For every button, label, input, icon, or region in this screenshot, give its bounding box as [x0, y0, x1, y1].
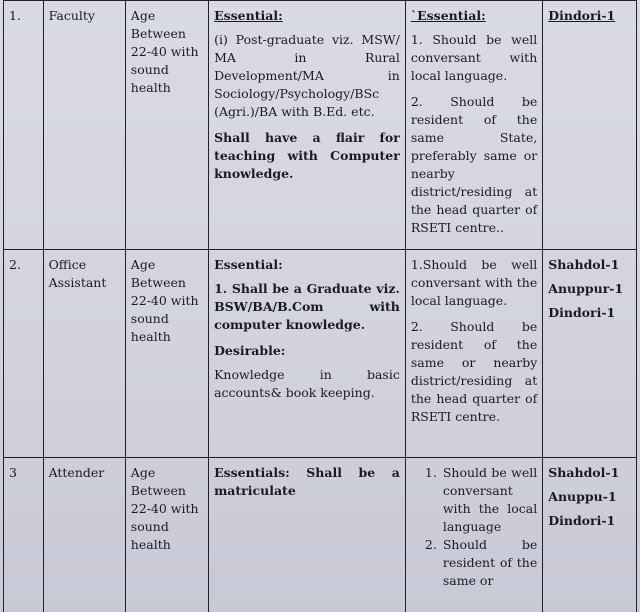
location-label: Dindori-1	[548, 513, 616, 528]
experience-cell	[405, 458, 542, 612]
qualification-text: 1. Shall be a Graduate viz. BSW/BA/B.Com with computer knowledge.	[214, 281, 400, 332]
age-criteria: Age Between 22-40 with sound health	[125, 1, 208, 250]
location-label: Shahdol-1	[548, 257, 620, 272]
table-row	[4, 250, 637, 458]
location-cell	[543, 458, 637, 612]
list-number: 2.	[424, 537, 437, 552]
post-name: Faculty	[43, 1, 125, 250]
qualification-cell	[209, 1, 406, 250]
list-number: 1.	[424, 465, 437, 480]
qualification-cell	[209, 458, 406, 612]
list-item	[411, 464, 537, 536]
experience-text: 2. Should be resident of the same State, preferably same or nearby district/residing at the head quarter of RSETI centre..	[410, 94, 538, 235]
experience-cell	[405, 250, 542, 458]
serial-number: 2.	[4, 250, 44, 458]
experience-text: 2. Should be resident of the same or nearby district/residing at the head quarter of RSETI centre.	[410, 319, 538, 424]
qualification-text: Shall have a flair for teaching with Computer knowledge.	[214, 130, 400, 181]
age-criteria: Age Between 22-40 with sound health	[125, 250, 208, 458]
experience-list	[411, 464, 537, 590]
qualification-text: (i) Post-graduate viz. MSW/ MA in Rural Development/MA in Sociology/Psychology/BSc (Agri.)/BA with B.Ed. etc.	[214, 32, 400, 119]
list-text: Should be resident of the same or	[442, 537, 538, 588]
desirable-text: Knowledge in basic accounts& book keeping.	[214, 367, 400, 400]
post-name: Attender	[43, 458, 125, 612]
age-criteria: Age Between 22-40 with sound health	[125, 458, 208, 612]
location-label: Dindori-1	[548, 305, 616, 320]
qualification-cell	[209, 250, 406, 458]
location-label: Anuppur-1	[548, 281, 624, 296]
experience-heading: `Essential:	[410, 8, 486, 23]
vacancy-table	[3, 0, 637, 612]
table-row	[4, 1, 637, 250]
location-cell	[543, 250, 637, 458]
post-name: Office Assistant	[43, 250, 125, 458]
location-cell	[543, 1, 637, 250]
serial-number: 3	[4, 458, 44, 612]
qualification-heading: Essential:	[214, 8, 283, 23]
qualification-heading: Essential:	[214, 257, 283, 272]
serial-number: 1.	[4, 1, 44, 250]
location-label: Dindori-1	[548, 8, 616, 23]
list-item	[411, 536, 537, 590]
experience-cell	[405, 1, 542, 250]
experience-text: 1.Should be well conversant with the local language.	[410, 257, 538, 308]
list-text: Should be well conversant with the local language	[442, 465, 538, 534]
desirable-heading: Desirable:	[214, 343, 286, 358]
table-row	[4, 458, 637, 612]
qualification-text: Essentials: Shall be a matriculate	[214, 465, 400, 498]
location-label: Anuppu-1	[548, 489, 617, 504]
experience-text: 1. Should be well conversant with local language.	[410, 32, 538, 83]
location-label: Shahdol-1	[548, 465, 620, 480]
